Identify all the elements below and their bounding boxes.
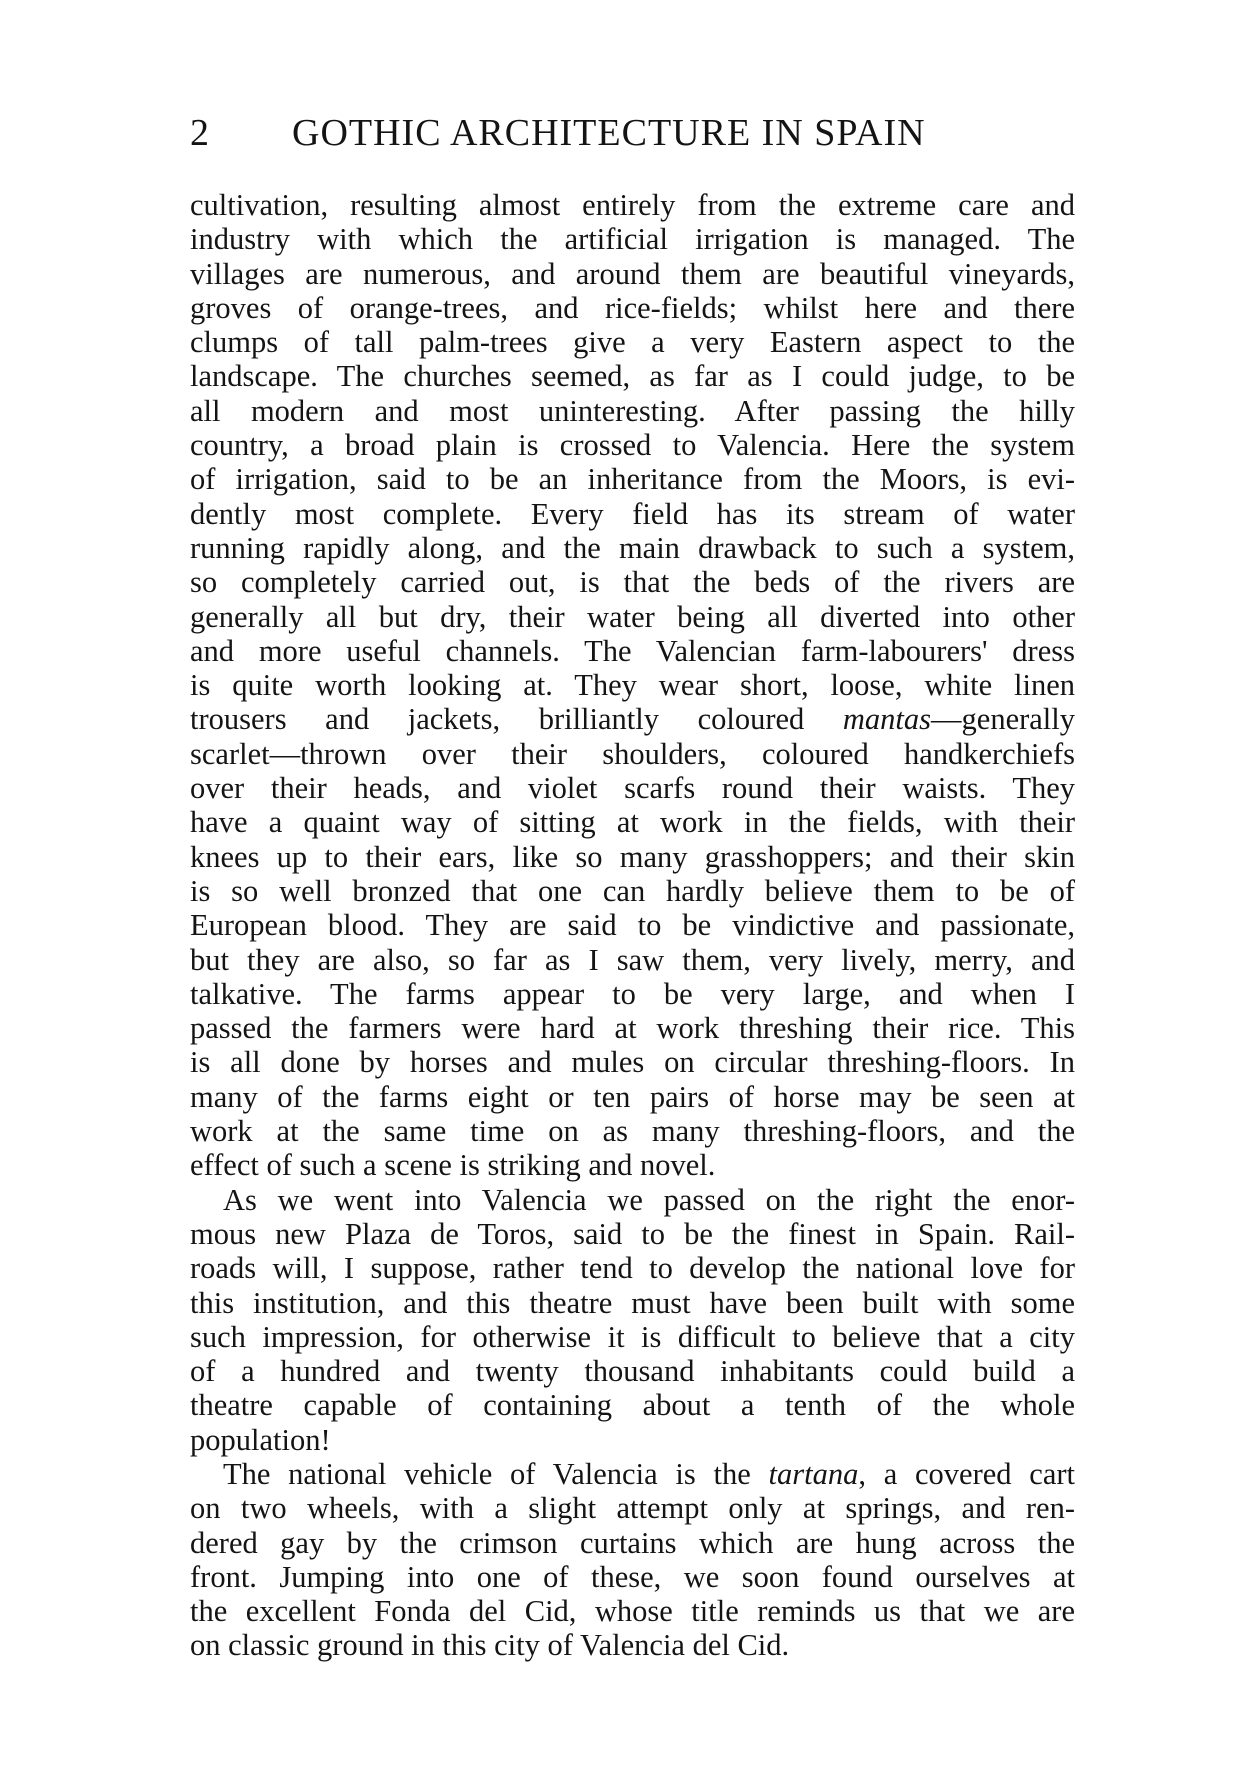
running-title: GOTHIC ARCHITECTURE IN SPAIN xyxy=(292,112,926,154)
body-text xyxy=(190,188,1075,1663)
text-line: such impression, for otherwise it is difficult to believe that a city xyxy=(190,1319,1075,1354)
text-line: of irrigation, said to be an inheritance from the Moors, is evi- xyxy=(190,462,1075,497)
italic-term: mantas xyxy=(842,702,932,737)
text-line: dered gay by the crimson curtains which are hung across the xyxy=(190,1525,1075,1560)
text-line: cultivation, resulting almost entirely from the extreme care and xyxy=(190,188,1075,222)
text-line: passed the farmers were hard at work threshing their rice. This xyxy=(190,1011,1075,1046)
text-line: As we went into Valencia we passed on the right the enor- xyxy=(223,1182,1075,1217)
text-line: on classic ground in this city of Valencia del Cid. xyxy=(190,1628,790,1663)
text-run: , a covered cart xyxy=(858,1456,1075,1491)
text-line: of a hundred and twenty thousand inhabitants could build a xyxy=(190,1354,1075,1389)
paragraph xyxy=(190,188,1075,1183)
text-line xyxy=(190,1457,1075,1491)
text-line: but they are also, so far as I saw them, very lively, merry, and xyxy=(190,942,1075,977)
text-line: European blood. They are said to be vindictive and passionate, xyxy=(190,908,1075,943)
text-line: running rapidly along, and the main drawback to such a system, xyxy=(190,530,1075,565)
text-line: have a quaint way of sitting at work in the fields, with their xyxy=(190,805,1075,840)
italic-term: tartana xyxy=(768,1456,859,1491)
text-line: on two wheels, with a slight attempt only at springs, and ren- xyxy=(190,1491,1075,1526)
text-line: scarlet—thrown over their shoulders, coloured handkerchiefs xyxy=(190,736,1075,771)
text-line: population! xyxy=(190,1422,331,1457)
text-line: theatre capable of containing about a tenth of the whole xyxy=(190,1388,1075,1423)
text-line: mous new Plaza de Toros, said to be the finest in Spain. Rail- xyxy=(190,1216,1075,1251)
text-line: this institution, and this theatre must have been built with some xyxy=(190,1285,1075,1320)
text-line: all modern and most uninteresting. After passing the hilly xyxy=(190,393,1075,428)
paragraph xyxy=(190,1457,1075,1663)
text-line: knees up to their ears, like so many grasshoppers; and their skin xyxy=(190,839,1075,874)
text-line: front. Jumping into one of these, we soon found ourselves at xyxy=(190,1559,1075,1594)
text-line: effect of such a scene is striking and novel. xyxy=(190,1148,716,1183)
text-run: trousers and jackets, brilliantly coloured xyxy=(190,702,843,737)
text-line: many of the farms eight or ten pairs of horse may be seen at xyxy=(190,1079,1075,1114)
text-line: industry with which the artificial irrigation is managed. The xyxy=(190,222,1075,257)
text-line: groves of orange-trees, and rice-fields; whilst here and there xyxy=(190,290,1075,325)
text-line: the excellent Fonda del Cid, whose title reminds us that we are xyxy=(190,1594,1075,1629)
running-head xyxy=(190,108,1070,158)
paragraph xyxy=(190,1183,1075,1457)
text-line: is quite worth looking at. They wear short, loose, white linen xyxy=(190,668,1075,703)
page-number: 2 xyxy=(190,112,210,154)
text-line: is so well bronzed that one can hardly believe them to be of xyxy=(190,873,1075,908)
text-line: work at the same time on as many threshing-floors, and the xyxy=(190,1114,1075,1149)
text-run: The national vehicle of Valencia is the xyxy=(223,1456,769,1491)
text-line: and more useful channels. The Valencian farm-labourers' dress xyxy=(190,633,1075,668)
text-line: villages are numerous, and around them are beautiful vineyards, xyxy=(190,256,1075,291)
text-line: talkative. The farms appear to be very large, and when I xyxy=(190,976,1075,1011)
text-line: landscape. The churches seemed, as far as I could judge, to be xyxy=(190,359,1075,394)
text-run: —generally xyxy=(931,702,1075,737)
text-line: roads will, I suppose, rather tend to develop the national love for xyxy=(190,1251,1075,1286)
text-line: is all done by horses and mules on circular threshing-floors. In xyxy=(190,1045,1075,1080)
text-line: over their heads, and violet scarfs round their waists. They xyxy=(190,771,1075,806)
text-line xyxy=(190,702,1075,736)
text-line: dently most complete. Every field has its stream of water xyxy=(190,496,1075,531)
text-line: generally all but dry, their water being all diverted into other xyxy=(190,599,1075,634)
text-line: so completely carried out, is that the beds of the rivers are xyxy=(190,565,1075,600)
text-line: clumps of tall palm-trees give a very Eastern aspect to the xyxy=(190,325,1075,360)
text-line: country, a broad plain is crossed to Valencia. Here the system xyxy=(190,428,1075,463)
